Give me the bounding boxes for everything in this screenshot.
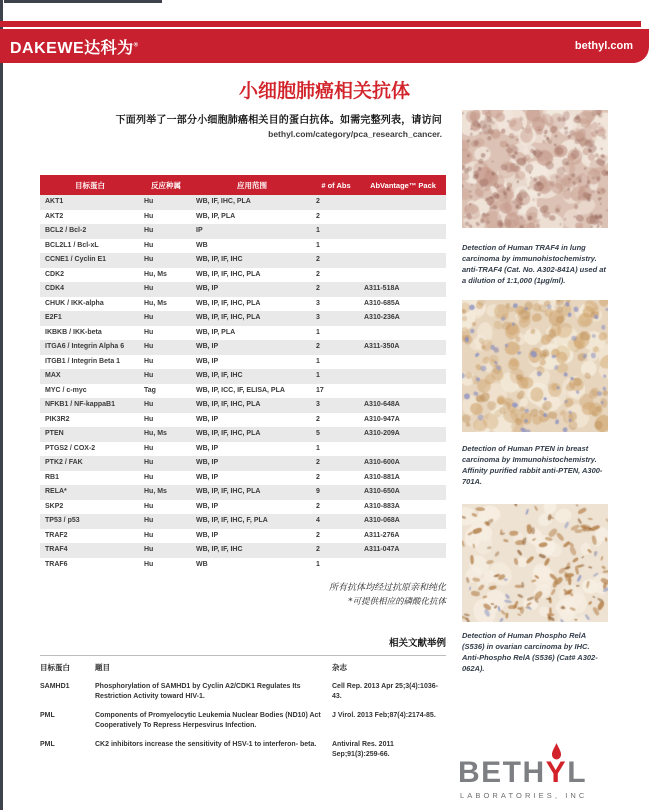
table-cell: Hu — [144, 314, 154, 321]
antibody-table-body — [40, 195, 446, 572]
table-cell: BCL2L1 / Bcl-xL — [45, 241, 99, 249]
table-row — [40, 355, 446, 370]
table-cell: WB — [196, 560, 208, 568]
table-cell: BCL2 / Bcl-2 — [45, 227, 87, 234]
table-row — [40, 282, 446, 297]
references-table-body — [40, 677, 446, 764]
intro-block — [40, 111, 442, 139]
table-cell: A310-685A — [364, 299, 400, 307]
bethyl-site-link[interactable]: bethyl.com — [574, 40, 633, 52]
table-cell: 2 — [316, 198, 320, 205]
table-cell — [360, 369, 446, 384]
table-cell: 1 — [316, 372, 320, 379]
dakewe-logo — [10, 35, 139, 58]
table-cell: A310-209A — [364, 430, 400, 437]
table-cell: 3 — [316, 299, 320, 307]
table-cell: WB, IF, IHC, PLA — [196, 198, 251, 205]
bethyl-subtitle: LABORATORIES, INC — [460, 791, 588, 800]
references-table-header — [40, 656, 446, 678]
page-title: 小细胞肺癌相关抗体 — [238, 81, 410, 102]
main-column — [40, 175, 446, 764]
table-cell: WB, IP — [196, 444, 219, 452]
table-cell: Hu, Ms — [144, 488, 167, 495]
header-band — [0, 29, 649, 63]
table-cell: 2 — [316, 531, 320, 539]
header-row — [40, 656, 446, 678]
table-cell: WB, IP — [196, 459, 219, 466]
column-header: 题目 — [95, 663, 110, 672]
column-header: # of Abs — [312, 175, 360, 195]
table-row — [40, 500, 446, 515]
figure-column — [462, 110, 608, 674]
table-cell: WB, IP — [196, 502, 219, 510]
table-cell — [360, 268, 446, 283]
references-table — [40, 655, 446, 764]
table-cell: 1 — [316, 560, 320, 568]
table-cell: IP — [196, 227, 203, 234]
table-cell: 1 — [316, 357, 320, 365]
table-cell: A310-947A — [364, 415, 400, 423]
table-cell: A310-068A — [364, 517, 400, 524]
antibody-table-header — [40, 175, 446, 195]
table-cell: WB, IP — [196, 473, 219, 481]
table-cell: 2 — [316, 415, 320, 423]
table-cell: Hu — [144, 372, 154, 379]
table-cell: J Virol. 2013 Feb;87(4):2174-85. — [332, 712, 436, 719]
table-cell — [360, 384, 446, 399]
bethyl-wordmark — [458, 758, 587, 788]
table-cell: SKP2 — [45, 502, 64, 510]
table-cell — [360, 195, 446, 210]
table-cell: 1 — [316, 328, 320, 336]
table-cell: CK2 inhibitors increase the sensitivity of HSV-1 to interferon- beta. — [95, 741, 317, 748]
table-cell: NFKB1 / NF-kappaB1 — [45, 401, 116, 408]
table-cell: WB, IP — [196, 531, 219, 539]
table-row — [40, 442, 446, 457]
table-row — [40, 398, 446, 413]
table-cell: Tag — [144, 386, 156, 394]
table-cell: 2 — [316, 459, 320, 466]
header-row — [40, 175, 446, 195]
table-cell: WB, IP, ICC, IF, ELISA, PLA — [196, 386, 285, 394]
page-left-edge — [0, 0, 3, 810]
table-cell: TRAF4 — [45, 546, 68, 553]
table-cell: PTK2 / FAK — [45, 459, 83, 466]
table-cell: 1 — [316, 444, 320, 452]
table-cell: Hu — [144, 459, 154, 466]
column-header: 杂志 — [332, 663, 347, 672]
table-cell: TP53 / p53 — [45, 517, 80, 524]
table-cell: 2 — [316, 270, 320, 278]
table-cell: 2 — [316, 473, 320, 481]
table-cell: PTGS2 / COX-2 — [45, 444, 96, 452]
table-cell: WB, IP — [196, 285, 219, 292]
table-cell: Hu — [144, 444, 154, 452]
table-cell: Hu — [144, 502, 154, 510]
dakewe-logo-text: DAKEWE达科为 — [10, 39, 134, 57]
figure-caption-rela: Detection of Human Phospho RelA (S536) in ovarian carcinoma by IHC. Anti-Phospho RelA (S536) (Cat# A302-062A). — [462, 631, 598, 673]
table-cell: A311-350A — [364, 343, 400, 350]
table-cell — [360, 558, 446, 573]
table-row — [40, 471, 446, 486]
table-cell: Hu — [144, 328, 154, 336]
table-row — [40, 543, 446, 558]
table-cell — [360, 210, 446, 225]
page-top-edge — [4, 0, 162, 3]
table-cell: Hu, Ms — [144, 299, 167, 307]
table-cell: Hu — [144, 546, 154, 553]
table-cell: CHUK / IKK-alpha — [45, 299, 104, 307]
ihc-image-traf4-lung — [462, 110, 608, 228]
table-row — [40, 677, 446, 706]
table-cell: AKT1 — [45, 198, 64, 205]
table-row — [40, 706, 446, 735]
table-cell: Hu — [144, 241, 154, 249]
table-row — [40, 456, 446, 471]
table-cell: RELA* — [45, 488, 67, 495]
table-row — [40, 210, 446, 225]
table-cell: Hu — [144, 357, 154, 365]
footnote-purification: 所有抗体均经过抗原亲和纯化 — [328, 583, 446, 593]
table-cell: WB, IP — [196, 343, 219, 350]
table-cell: A310-881A — [364, 473, 400, 481]
table-cell: RB1 — [45, 473, 60, 481]
table-cell: Hu — [144, 473, 154, 481]
table-cell: Cell Rep. 2013 Apr 25;3(4):1036-43. — [332, 683, 438, 700]
figure-traf4 — [462, 110, 608, 290]
table-cell: ITGB1 / Integrin Beta 1 — [45, 357, 121, 365]
table-cell: WB, IP, IF, IHC, PLA — [196, 430, 261, 437]
column-header: 应用范围 — [192, 175, 312, 195]
table-cell: TRAF2 — [45, 531, 68, 539]
table-cell: 2 — [316, 502, 320, 510]
table-cell: Hu — [144, 343, 154, 350]
table-row — [40, 558, 446, 573]
table-cell: WB, IP, IF, IHC, PLA — [196, 488, 261, 495]
table-row — [40, 311, 446, 326]
footnote-phospho: *可提供相应的磷酸化抗体 — [348, 597, 446, 607]
table-cell: 2 — [316, 546, 320, 553]
table-cell: 5 — [316, 430, 320, 437]
table-footnotes — [40, 581, 446, 609]
ihc-image-rela-ovarian — [462, 504, 608, 622]
table-row — [40, 529, 446, 544]
table-cell: WB, IP, IF, IHC — [196, 372, 243, 379]
table-row — [40, 224, 446, 239]
table-cell — [360, 224, 446, 239]
table-cell: A310-648A — [364, 401, 400, 408]
table-row — [40, 485, 446, 500]
table-cell: 3 — [316, 401, 320, 408]
table-row — [40, 427, 446, 442]
figure-caption-traf4: Detection of Human TRAF4 in lung carcinoma by immunohistochemistry. anti-TRAF4 (Cat. No. A302-841A) used at a dilution of 1:1,000 (1μg/ml). — [462, 243, 606, 285]
table-cell: WB, IP — [196, 415, 219, 423]
table-cell: PML — [40, 712, 55, 719]
table-cell — [360, 442, 446, 457]
table-row — [40, 239, 446, 254]
table-cell: E2F1 — [45, 314, 62, 321]
table-row — [40, 253, 446, 268]
table-cell: AKT2 — [45, 212, 64, 220]
bethyl-word-y: Y — [545, 756, 568, 789]
table-cell: 1 — [316, 241, 320, 249]
table-cell: PIK3R2 — [45, 415, 70, 423]
table-cell: Hu, Ms — [144, 430, 167, 437]
table-cell: CCNE1 / Cyclin E1 — [45, 256, 107, 263]
table-cell: WB, IP, IF, IHC — [196, 546, 243, 553]
table-cell — [360, 326, 446, 341]
table-row — [40, 297, 446, 312]
table-cell: A311-518A — [364, 285, 400, 292]
table-cell: Hu — [144, 401, 154, 408]
table-cell: SAMHD1 — [40, 683, 70, 690]
table-cell: 3 — [316, 314, 320, 321]
table-cell: Hu, Ms — [144, 270, 167, 278]
table-cell: WB, IP, IF, IHC — [196, 256, 243, 263]
table-cell: 2 — [316, 343, 320, 350]
table-row — [40, 326, 446, 341]
table-cell: Hu — [144, 517, 154, 524]
table-cell — [360, 253, 446, 268]
intro-url-link[interactable]: bethyl.com/category/pca_research_cancer. — [268, 129, 442, 139]
table-cell: Antiviral Res. 2011 Sep;91(3):259-66. — [332, 741, 394, 758]
table-cell: PTEN — [45, 430, 64, 437]
table-cell: A311-047A — [364, 546, 400, 553]
figure-rela — [462, 504, 608, 674]
table-cell: WB — [196, 241, 208, 249]
table-cell: 2 — [316, 285, 320, 292]
table-cell: WB, IP, IF, IHC, F, PLA — [196, 517, 268, 524]
intro-text: 下面列举了一部分小细胞肺癌相关目的蛋白抗体。如需完整列表，请访问 — [115, 115, 442, 126]
table-row — [40, 340, 446, 355]
table-cell: A310-650A — [364, 488, 400, 495]
table-cell: WB, IP — [196, 357, 219, 365]
table-cell: WB, IP, IF, IHC, PLA — [196, 401, 261, 408]
table-cell: Components of Promyelocytic Leukemia Nuclear Bodies (ND10) Act Cooperatively To Repress Herpesvirus Infection. — [95, 712, 321, 729]
table-cell: WB, IP, IF, IHC, PLA — [196, 270, 261, 278]
table-cell: Hu — [144, 212, 154, 220]
bethyl-word-prefix: BETH — [458, 756, 546, 789]
table-cell: CDK2 — [45, 270, 65, 278]
table-cell: WB, IP, PLA — [196, 328, 236, 336]
table-cell: 17 — [316, 386, 324, 394]
bethyl-word-suffix: L — [567, 756, 588, 789]
table-cell: A311-276A — [364, 531, 400, 539]
table-cell: IKBKB / IKK-beta — [45, 328, 102, 336]
table-cell: A310-236A — [364, 314, 400, 321]
table-cell: 2 — [316, 256, 320, 263]
figure-caption-pten: Detection of Human PTEN in breast carcinoma by Immunohistochemistry. Affinity purified rabbit anti-PTEN, A300-701A. — [462, 444, 603, 486]
ihc-image-pten-breast — [462, 300, 608, 432]
table-cell: A310-600A — [364, 459, 400, 466]
figure-pten — [462, 300, 608, 491]
table-row — [40, 268, 446, 283]
table-cell: WB, IP, IF, IHC, PLA — [196, 299, 261, 307]
table-cell: MAX — [45, 372, 61, 379]
header-accent-stripe — [0, 21, 641, 27]
references-heading: 相关文献举例 — [388, 638, 446, 649]
table-cell: Hu — [144, 531, 154, 539]
table-cell: WB, IP, PLA — [196, 212, 236, 220]
table-row — [40, 384, 446, 399]
column-header: 目标蛋白 — [40, 175, 140, 195]
table-cell: Hu — [144, 415, 154, 423]
table-cell: 2 — [316, 212, 320, 220]
table-cell: A310-883A — [364, 502, 400, 510]
table-cell: CDK4 — [45, 285, 65, 292]
table-cell: ITGA6 / Integrin Alpha 6 — [45, 343, 125, 350]
table-cell: 9 — [316, 488, 320, 495]
table-row — [40, 514, 446, 529]
table-cell: Hu — [144, 198, 154, 205]
registered-mark: ® — [133, 42, 139, 49]
table-cell: PML — [40, 741, 55, 748]
table-cell: WB, IP, IF, IHC, PLA — [196, 314, 261, 321]
column-header: 目标蛋白 — [40, 663, 70, 672]
table-cell — [360, 239, 446, 254]
column-header: AbVantage™ Pack — [360, 175, 446, 195]
table-cell: Hu — [144, 560, 154, 568]
table-cell: Hu — [144, 256, 154, 263]
table-row — [40, 195, 446, 210]
table-cell: TRAF6 — [45, 560, 68, 568]
antibody-table — [40, 175, 446, 572]
table-cell: Phosphorylation of SAMHD1 by Cyclin A2/CDK1 Regulates Its Restriction Activity toward HIV-1. — [95, 683, 301, 700]
table-row — [40, 735, 446, 764]
table-cell — [360, 355, 446, 370]
table-row — [40, 369, 446, 384]
table-cell: Hu — [144, 227, 154, 234]
table-cell: Hu — [144, 285, 154, 292]
table-cell: 4 — [316, 517, 320, 524]
table-cell: MYC / c-myc — [45, 386, 87, 394]
column-header: 反应种属 — [140, 175, 192, 195]
table-cell: 1 — [316, 227, 320, 234]
table-row — [40, 413, 446, 428]
